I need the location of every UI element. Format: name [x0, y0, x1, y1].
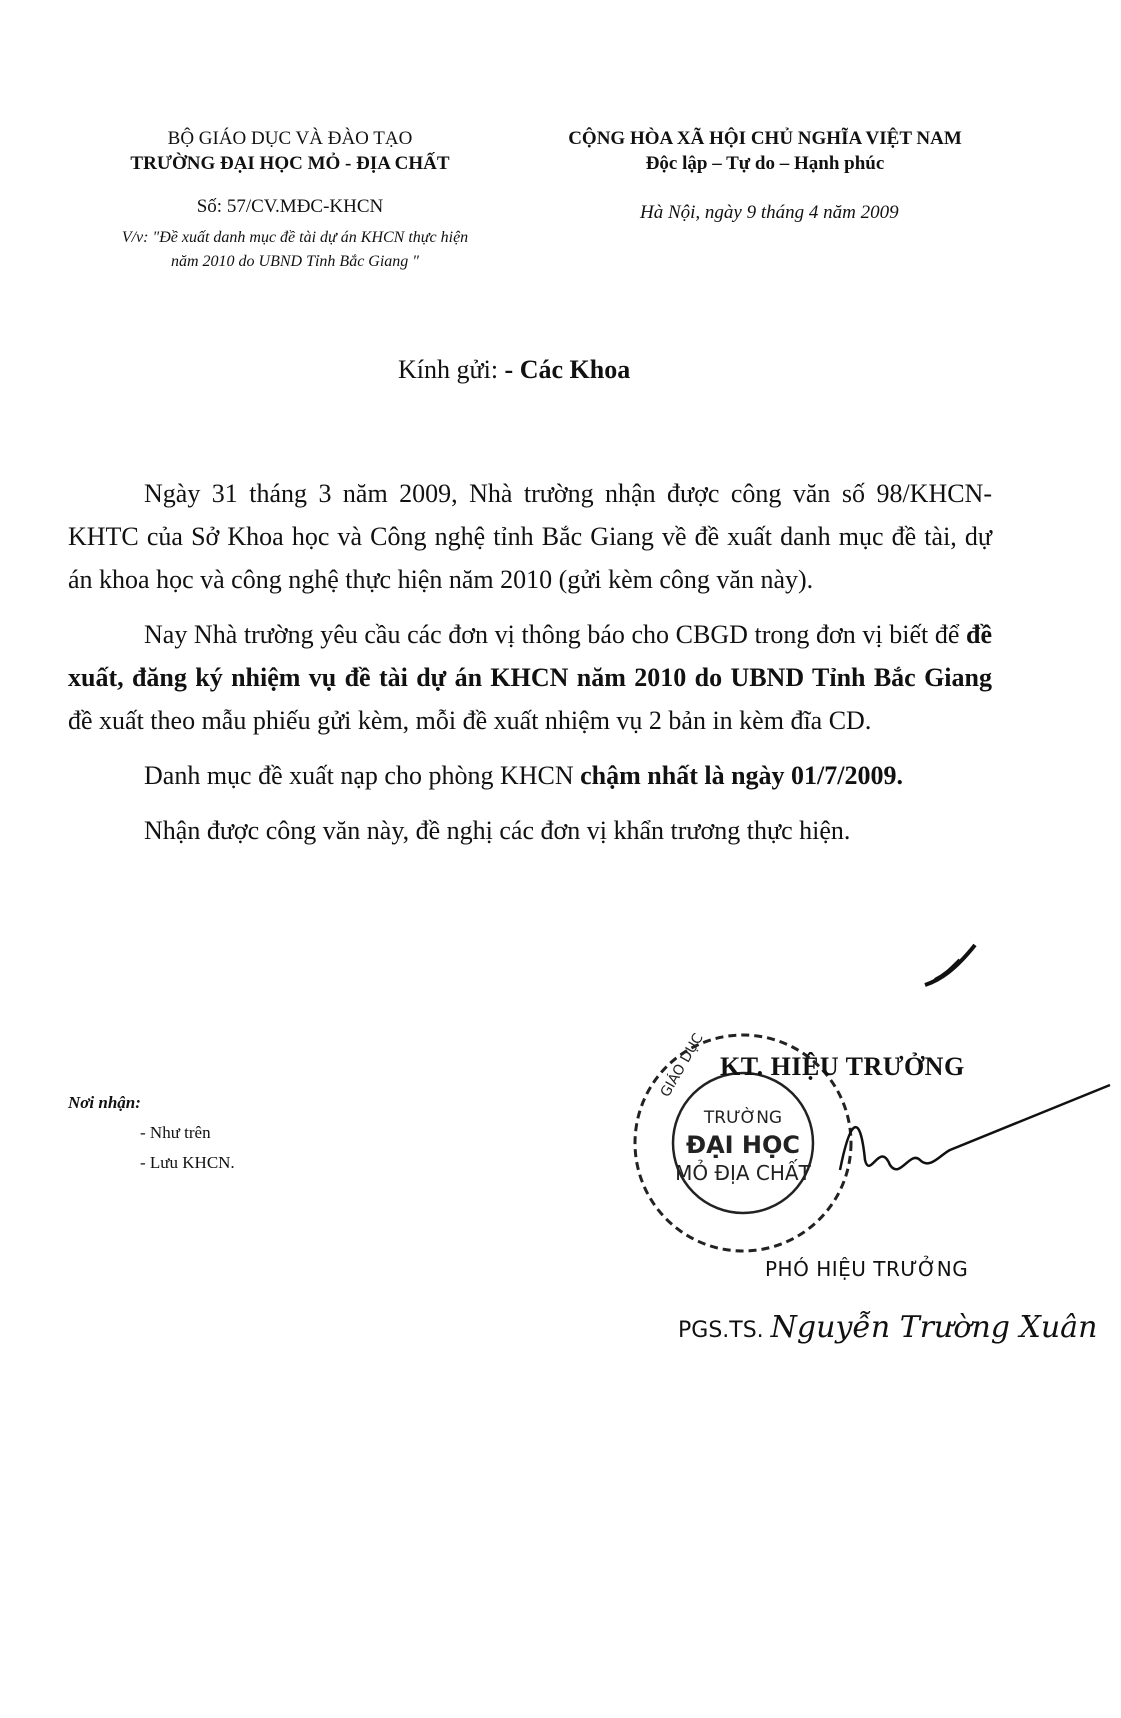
receivers-list: [140, 1118, 235, 1178]
svg-text:TRƯỜNG: TRƯỜNG: [703, 1108, 783, 1128]
signer-title-prefix: PGS.TS.: [678, 1318, 764, 1343]
issuer-header: [95, 126, 485, 176]
paragraph-3-deadline: chậm nhất là ngày 01/7/2009.: [580, 761, 904, 790]
receivers-title: Nơi nhận:: [68, 1093, 141, 1112]
recipient-value: - Các Khoa: [504, 355, 631, 384]
country-name: CỘNG HÒA XÃ HỘI CHỦ NGHĨA VIỆT NAM: [568, 128, 962, 149]
svg-text:GIÁO DỤC: GIÁO DỤC: [657, 1030, 707, 1100]
paragraph-3: [68, 754, 992, 797]
signer-name: Nguyễn Trường Xuân: [770, 1310, 1098, 1345]
subject-line-1: V/v: "Đề xuất danh mục đề tài dự án KHCN thực hiện: [121, 229, 469, 246]
national-header: [555, 126, 975, 176]
university-name: TRƯỜNG ĐẠI HỌC MỎ - ĐỊA CHẤT: [130, 153, 450, 174]
paragraph-3-intro: Danh mục đề xuất nạp cho phòng KHCN: [144, 761, 574, 790]
national-motto: Độc lập – Tự do – Hạnh phúc: [645, 153, 885, 174]
paragraph-2-rest: đề xuất theo mẫu phiếu gửi kèm, mỗi đề xuất nhiệm vụ 2 bản in kèm đĩa CD.: [68, 706, 872, 735]
svg-text:MỎ ĐỊA CHẤT: MỎ ĐỊA CHẤT: [675, 1161, 811, 1185]
deputy-rector-title: PHÓ HIỆU TRƯỞNG: [765, 1257, 969, 1281]
paragraph-2-intro: Nay Nhà trường yêu cầu các đơn vị thông báo cho CBGD trong đơn vị biết để: [144, 620, 960, 649]
paragraph-1: Ngày 31 tháng 3 năm 2009, Nhà trường nhận được công văn số 98/KHCN-KHTC của Sở Khoa học và Công nghệ tỉnh Bắc Giang về đề xuất danh mục đề tài, dự án khoa học và công nghệ thực hiện năm 2010 (gửi kèm công văn này).: [68, 479, 992, 594]
paragraph-2-emphasis: đề xuất, đăng ký nhiệm vụ đề tài dự án KHCN năm 2010 do UBND Tỉnh Bắc Giang: [68, 620, 992, 692]
ministry-name: BỘ GIÁO DỤC VÀ ĐÀO TẠO: [167, 128, 413, 149]
recipient-label: Kính gửi:: [398, 355, 499, 384]
document-subject: [95, 226, 495, 274]
letter-body: [68, 472, 992, 864]
document-number: Số: 57/CV.MĐC-KHCN: [196, 196, 384, 217]
signer-name-line: [678, 1310, 1097, 1345]
paragraph-2: [68, 613, 992, 742]
paragraph-4: Nhận được công văn này, đề nghị các đơn vị khẩn trương thực hiện.: [144, 816, 851, 845]
receiver-item: - Lưu KHCN.: [140, 1153, 235, 1172]
receiver-item: - Như trên: [140, 1123, 211, 1142]
signature-title: KT. HIỆU TRƯỞNG: [720, 1052, 965, 1081]
document-date: Hà Nội, ngày 9 tháng 4 năm 2009: [640, 202, 899, 223]
recipient-line: [398, 355, 630, 385]
svg-text:ĐẠI HỌC: ĐẠI HỌC: [685, 1131, 801, 1159]
handwritten-signature: [820, 1080, 1120, 1200]
approval-tick-mark: [920, 940, 980, 990]
subject-line-2: năm 2010 do UBND Tỉnh Bắc Giang ": [170, 253, 420, 270]
